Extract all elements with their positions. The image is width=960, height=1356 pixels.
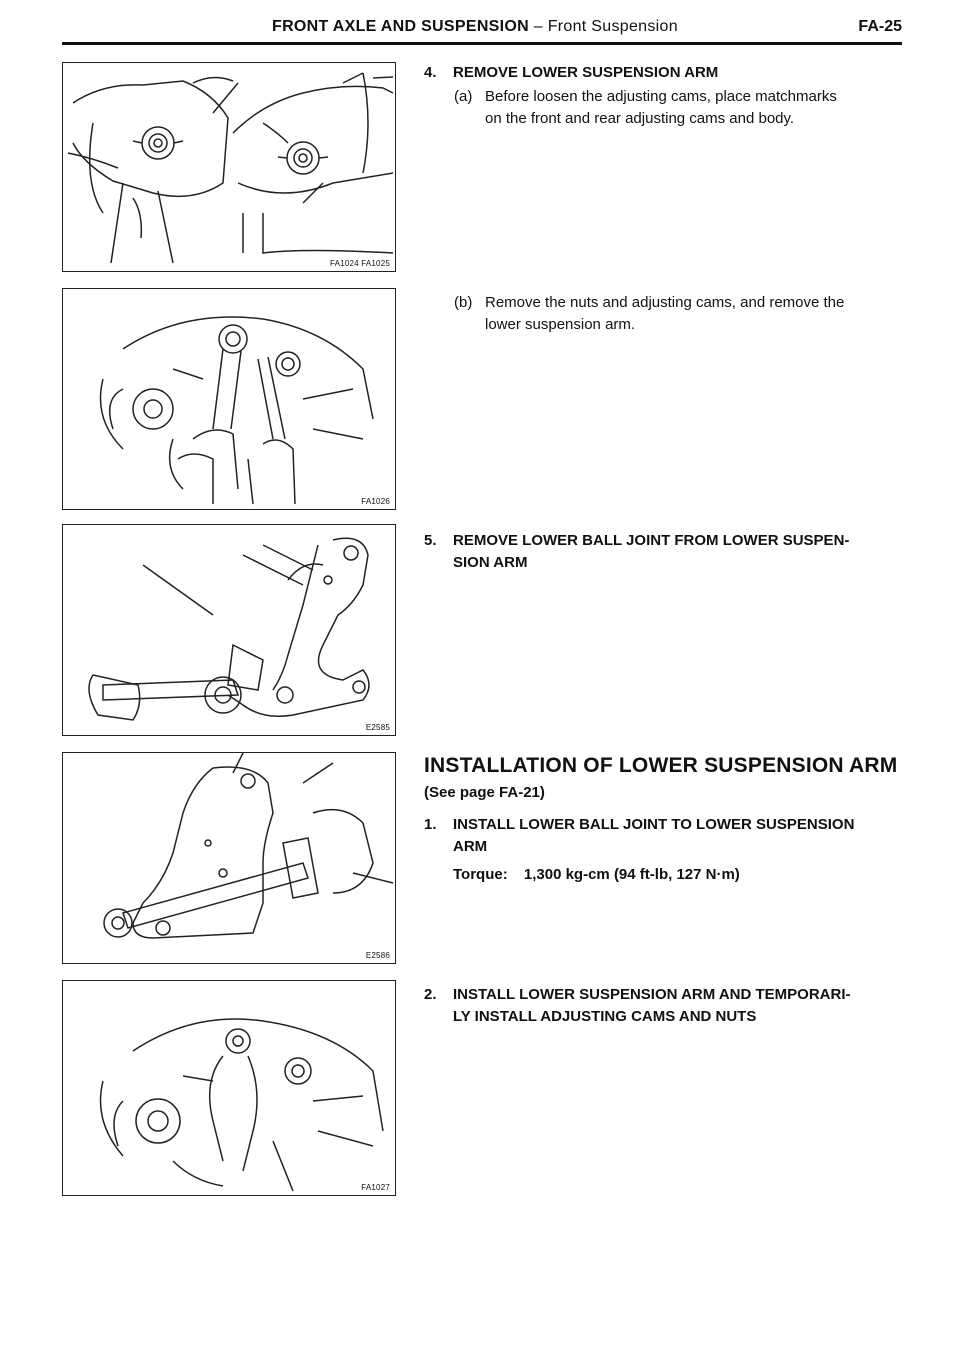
illustration-install-arm bbox=[63, 981, 397, 1197]
step-number: 4. bbox=[424, 64, 437, 81]
figure-install-ball-joint bbox=[62, 752, 396, 964]
header-title bbox=[272, 18, 678, 36]
figure-install-arm bbox=[62, 980, 396, 1196]
step-title-line: LY INSTALL ADJUSTING CAMS AND NUTS bbox=[453, 1008, 757, 1025]
install-step-2-title bbox=[424, 984, 924, 1028]
step-5-title bbox=[424, 530, 924, 574]
figure-code: FA1027 bbox=[361, 1183, 390, 1192]
step-title-line: INSTALL LOWER BALL JOINT TO LOWER SUSPENSION bbox=[453, 816, 855, 833]
step-title-line: INSTALL LOWER SUSPENSION ARM AND TEMPORARI- bbox=[453, 986, 851, 1003]
figure-remove-nuts bbox=[62, 288, 396, 510]
substep-line: Before loosen the adjusting cams, place matchmarks bbox=[485, 88, 837, 105]
figure-remove-ball-joint bbox=[62, 524, 396, 736]
figure-code: FA1024 FA1025 bbox=[330, 259, 390, 268]
substep-line: lower suspension arm. bbox=[485, 316, 636, 333]
figure-code: E2586 bbox=[365, 951, 390, 960]
illustration-remove-ball-joint bbox=[63, 525, 397, 737]
section-heading: INSTALLATION OF LOWER SUSPENSION ARM bbox=[424, 754, 898, 777]
torque-spec bbox=[453, 864, 923, 886]
step-number: 5. bbox=[424, 532, 437, 549]
substep-line: Remove the nuts and adjusting cams, and remove the bbox=[485, 294, 845, 311]
illustration-install-ball-joint bbox=[63, 753, 397, 965]
page-header bbox=[62, 14, 902, 45]
torque-label: Torque: bbox=[453, 866, 508, 883]
step-4a bbox=[454, 86, 924, 130]
figure-adjusting-cams bbox=[62, 62, 396, 272]
torque-value: 1,300 kg-cm (94 ft-lb, 127 N·m) bbox=[523, 866, 740, 883]
step-4-title bbox=[424, 62, 924, 84]
header-dash: – bbox=[529, 18, 548, 35]
step-number: 1. bbox=[424, 816, 437, 833]
substep-label: (a) bbox=[454, 88, 473, 105]
install-step-1-title bbox=[424, 814, 924, 858]
step-4b bbox=[454, 292, 924, 336]
step-title-text: REMOVE LOWER SUSPENSION ARM bbox=[453, 64, 719, 81]
step-title-line: ARM bbox=[453, 838, 488, 855]
step-title-line: SION ARM bbox=[453, 554, 528, 571]
substep-line: on the front and rear adjusting cams and body. bbox=[485, 110, 795, 127]
step-title-line: REMOVE LOWER BALL JOINT FROM LOWER SUSPEN- bbox=[453, 532, 850, 549]
illustration-adjusting-cams bbox=[63, 63, 397, 273]
see-page-reference: (See page FA-21) bbox=[424, 784, 545, 801]
figure-code: E2585 bbox=[365, 723, 390, 732]
illustration-remove-nuts bbox=[63, 289, 397, 511]
page-number: FA-25 bbox=[858, 18, 902, 35]
step-number: 2. bbox=[424, 986, 437, 1003]
figure-code: FA1026 bbox=[361, 497, 390, 506]
substep-label: (b) bbox=[454, 294, 473, 311]
header-section: FRONT AXLE AND SUSPENSION bbox=[272, 18, 529, 35]
header-subsection: Front Suspension bbox=[547, 18, 678, 35]
